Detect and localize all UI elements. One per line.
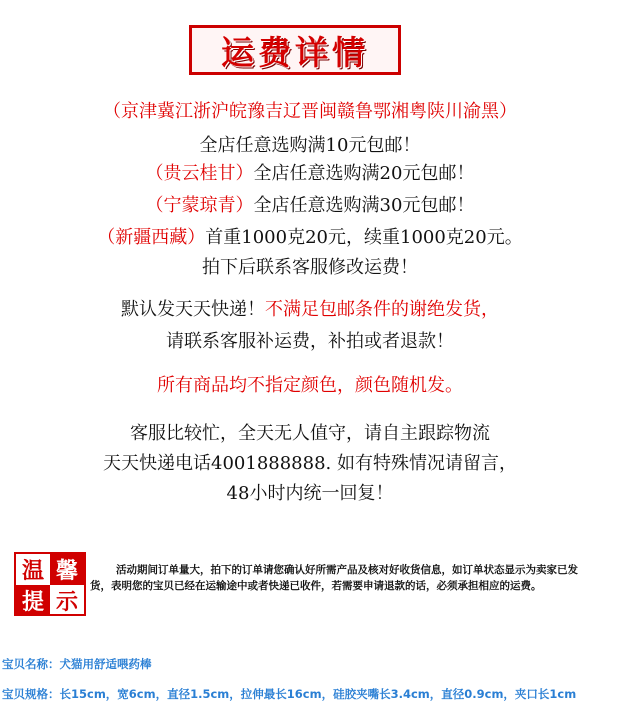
random-color-note: 所有商品均不指定颜色，颜色随机发。: [157, 375, 463, 396]
seal-char: 示: [55, 589, 78, 615]
default-express: 默认发天天快递！: [121, 299, 265, 320]
seal-char: 提: [16, 585, 50, 616]
free-shipping-regions-30: （宁蒙琼青）: [145, 195, 254, 216]
free-shipping-rule-30: 全店任意选购满30元包邮！: [253, 195, 475, 216]
free-shipping-rule-10: 全店任意选购满10元包邮！: [199, 135, 421, 156]
remote-shipping-row: [0, 226, 620, 250]
free-shipping-rule-30-row: [0, 194, 620, 218]
default-express-row: [0, 298, 620, 322]
product-spec: 宝贝规格：长15cm，宽6cm，直径1.5cm，拉伸最长16cm，硅胶夹嘴长3.4cm，直径0.9cm，夹口长1cm: [2, 687, 577, 701]
seal-char: 馨: [50, 554, 84, 585]
modify-shipping-note: 拍下后联系客服修改运费！: [202, 257, 418, 278]
free-shipping-rule-20-row: [0, 162, 620, 186]
no-ship-warning: 不满足包邮条件的谢绝发货，: [265, 299, 499, 320]
warm-tips-text: 活动期间订单量大，拍下的订单请您确认好所需产品及核对好收货信息，如订单状态显示为卖家已发货，表明您的宝贝已经在运输途中或者快递已收件，若需要申请退款的话，必须承担相应的运费。: [90, 564, 578, 592]
refund-instruction: 请联系客服补运费，补拍或者退款！: [166, 331, 454, 352]
free-shipping-regions-10: （京津冀江浙沪皖豫吉辽晋闽赣鲁鄂湘粤陕川渝黑）: [103, 101, 517, 122]
service-note-2: 天天快递电话4001888888. 如有特殊情况请留言，: [103, 453, 517, 474]
free-shipping-regions-20: （贵云桂甘）: [145, 163, 254, 184]
free-shipping-rule-20: 全店任意选购满20元包邮！: [253, 163, 475, 184]
warm-tips-seal: [14, 552, 86, 616]
service-note-3: 48小时内统一回复！: [226, 483, 394, 504]
service-note-1: 客服比较忙，全天无人值守，请自主跟踪物流: [130, 423, 490, 444]
product-name: 宝贝名称：犬猫用舒适喂药棒: [2, 657, 152, 671]
shipping-title: 运费详情: [221, 32, 369, 72]
shipping-title-banner: [189, 25, 401, 75]
remote-regions: （新疆西藏）: [97, 227, 206, 248]
seal-char: 温: [21, 558, 44, 584]
remote-shipping-rate: 首重1000克20元，续重1000克20元。: [205, 227, 523, 248]
